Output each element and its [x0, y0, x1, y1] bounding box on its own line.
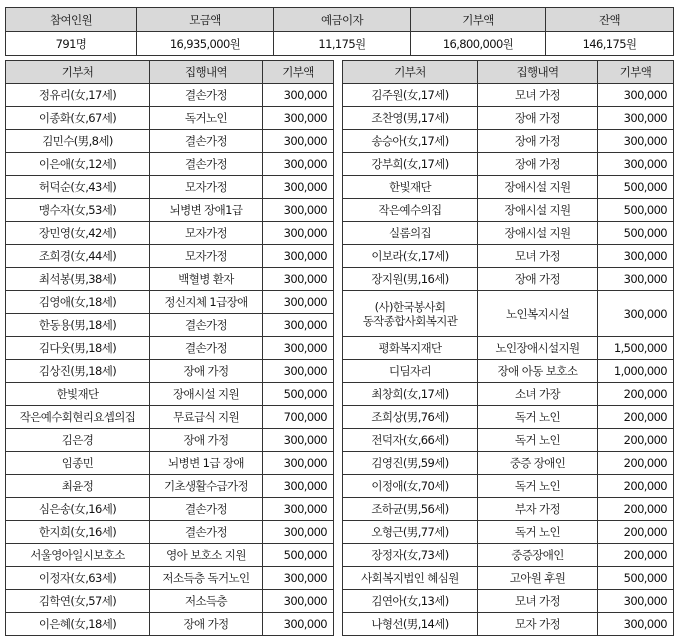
purpose-cell: 장애 가정 — [150, 360, 263, 383]
amount-cell: 500,000 — [598, 176, 674, 199]
purpose-cell: 독거 노인 — [478, 521, 598, 544]
purpose-cell: 장애시설 지원 — [478, 176, 598, 199]
donee-cell: 김다웃(男,18세) — [6, 337, 150, 360]
purpose-cell: 결손가정 — [150, 498, 263, 521]
table-row — [6, 429, 334, 452]
table-row — [6, 383, 334, 406]
donee-cell: 이종화(女,67세) — [6, 107, 150, 130]
purpose-cell: 고아원 후원 — [478, 567, 598, 590]
column-header: 기부액 — [598, 61, 674, 84]
table-row — [343, 84, 674, 107]
amount-cell: 300,000 — [263, 498, 334, 521]
amount-cell: 300,000 — [598, 245, 674, 268]
donee-cell: 나형선(男,14세) — [343, 613, 478, 636]
donee-cell: 최윤정 — [6, 475, 150, 498]
amount-cell: 300,000 — [263, 222, 334, 245]
table-row — [6, 590, 334, 613]
purpose-cell: 영아 보호소 지원 — [150, 544, 263, 567]
table-row — [343, 268, 674, 291]
donee-cell: 정유리(女,17세) — [6, 84, 150, 107]
amount-cell: 300,000 — [263, 475, 334, 498]
table-row — [343, 521, 674, 544]
purpose-cell: 결손가정 — [150, 153, 263, 176]
amount-cell: 200,000 — [598, 452, 674, 475]
donee-cell: 김주원(女,17세) — [343, 84, 478, 107]
donee-cell: 김학연(女,57세) — [6, 590, 150, 613]
table-row — [343, 544, 674, 567]
amount-cell: 300,000 — [263, 360, 334, 383]
donee-cell: 장민영(女,42세) — [6, 222, 150, 245]
table-row — [343, 498, 674, 521]
table-row — [6, 245, 334, 268]
amount-cell: 300,000 — [263, 268, 334, 291]
donee-cell: 허덕순(女,43세) — [6, 176, 150, 199]
donee-cell: 한빛재단 — [343, 176, 478, 199]
summary-header-cell: 잔액 — [546, 8, 674, 32]
amount-cell: 300,000 — [263, 613, 334, 636]
amount-cell: 300,000 — [263, 130, 334, 153]
purpose-cell: 장애시설 지원 — [478, 199, 598, 222]
table-row — [6, 475, 334, 498]
table-row — [343, 337, 674, 360]
donee-cell: 김영애(女,18세) — [6, 291, 150, 314]
amount-cell: 200,000 — [598, 383, 674, 406]
amount-cell: 500,000 — [598, 199, 674, 222]
column-header: 기부처 — [343, 61, 478, 84]
donee-cell: 작은예수회현리요셉의집 — [6, 406, 150, 429]
amount-cell: 500,000 — [263, 544, 334, 567]
purpose-cell: 장애 아동 보호소 — [478, 360, 598, 383]
table-row — [6, 406, 334, 429]
purpose-cell: 모자 가정 — [478, 613, 598, 636]
table-row — [6, 360, 334, 383]
column-header: 기부처 — [6, 61, 150, 84]
donee-cell: (사)한국봉사회 동작종합사회복지관 — [343, 291, 478, 337]
table-row — [6, 153, 334, 176]
amount-cell: 300,000 — [263, 429, 334, 452]
amount-cell: 300,000 — [598, 107, 674, 130]
amount-cell: 200,000 — [598, 475, 674, 498]
purpose-cell: 노인장애시설지원 — [478, 337, 598, 360]
table-row — [343, 199, 674, 222]
purpose-cell: 저소득층 — [150, 590, 263, 613]
amount-cell: 300,000 — [598, 268, 674, 291]
donee-cell: 강부희(女,17세) — [343, 153, 478, 176]
donee-cell: 디딤자리 — [343, 360, 478, 383]
table-row — [343, 130, 674, 153]
purpose-cell: 부자 가정 — [478, 498, 598, 521]
table-row — [6, 176, 334, 199]
table-row — [343, 291, 674, 337]
amount-cell: 700,000 — [263, 406, 334, 429]
summary-values-row — [6, 32, 674, 56]
table-row — [343, 429, 674, 452]
donee-cell: 이보라(女,17세) — [343, 245, 478, 268]
table-row — [343, 590, 674, 613]
summary-value-cell: 16,935,000원 — [137, 32, 274, 56]
purpose-cell: 장애 가정 — [150, 429, 263, 452]
amount-cell: 300,000 — [263, 199, 334, 222]
purpose-cell: 장애 가정 — [478, 153, 598, 176]
donee-cell: 조하균(男,56세) — [343, 498, 478, 521]
summary-value-cell: 11,175원 — [274, 32, 411, 56]
purpose-cell: 독거 노인 — [478, 429, 598, 452]
table-row — [6, 268, 334, 291]
purpose-cell: 저소득층 독거노인 — [150, 567, 263, 590]
purpose-cell: 모녀 가정 — [478, 84, 598, 107]
purpose-cell: 장애 가정 — [478, 107, 598, 130]
amount-cell: 300,000 — [598, 84, 674, 107]
purpose-cell: 모녀 가정 — [478, 245, 598, 268]
donee-cell: 전덕자(女,66세) — [343, 429, 478, 452]
purpose-cell: 결손가정 — [150, 521, 263, 544]
amount-cell: 300,000 — [263, 452, 334, 475]
donee-cell: 맹수자(女,53세) — [6, 199, 150, 222]
purpose-cell: 모자가정 — [150, 222, 263, 245]
purpose-cell: 모녀 가정 — [478, 590, 598, 613]
purpose-cell: 백혈병 환자 — [150, 268, 263, 291]
table-row — [343, 360, 674, 383]
donee-cell: 김상진(男,18세) — [6, 360, 150, 383]
purpose-cell: 장애 가정 — [150, 613, 263, 636]
donee-cell: 심은송(女,16세) — [6, 498, 150, 521]
donee-cell: 김은경 — [6, 429, 150, 452]
table-row — [6, 130, 334, 153]
amount-cell: 300,000 — [598, 130, 674, 153]
amount-cell: 300,000 — [263, 567, 334, 590]
donee-cell: 이정애(女,70세) — [343, 475, 478, 498]
purpose-cell: 기초생활수급가정 — [150, 475, 263, 498]
donee-cell: 최창희(女,17세) — [343, 383, 478, 406]
donee-cell: 조희상(男,76세) — [343, 406, 478, 429]
amount-cell: 300,000 — [263, 84, 334, 107]
amount-cell: 200,000 — [598, 406, 674, 429]
summary-header-cell: 예금이자 — [274, 8, 411, 32]
table-row — [6, 337, 334, 360]
donee-cell: 장지원(男,16세) — [343, 268, 478, 291]
table-row — [343, 567, 674, 590]
column-header: 기부액 — [263, 61, 334, 84]
donee-cell: 한빛재단 — [6, 383, 150, 406]
amount-cell: 300,000 — [263, 176, 334, 199]
table-row — [6, 222, 334, 245]
table-row — [6, 107, 334, 130]
donee-cell: 조찬영(男,17세) — [343, 107, 478, 130]
donee-cell: 장정자(女,73세) — [343, 544, 478, 567]
amount-cell: 500,000 — [598, 222, 674, 245]
column-header: 집행내역 — [150, 61, 263, 84]
left-donation-table — [5, 60, 334, 636]
donee-cell: 송승아(女,17세) — [343, 130, 478, 153]
amount-cell: 200,000 — [598, 498, 674, 521]
table-row — [6, 291, 334, 314]
summary-header-cell: 참여인원 — [6, 8, 137, 32]
summary-value-cell: 16,800,000원 — [411, 32, 546, 56]
donee-cell: 작은예수의집 — [343, 199, 478, 222]
table-row — [6, 498, 334, 521]
donee-cell: 김연아(女,13세) — [343, 590, 478, 613]
left-header-row — [6, 61, 334, 84]
amount-cell: 300,000 — [263, 521, 334, 544]
donee-cell: 임종민 — [6, 452, 150, 475]
table-row — [343, 406, 674, 429]
purpose-cell: 독거 노인 — [478, 406, 598, 429]
amount-cell: 300,000 — [598, 590, 674, 613]
amount-cell: 300,000 — [598, 291, 674, 337]
table-row — [6, 84, 334, 107]
donee-cell: 이정자(女,63세) — [6, 567, 150, 590]
donee-cell: 오형근(男,77세) — [343, 521, 478, 544]
donee-cell: 이은애(女,12세) — [6, 153, 150, 176]
donee-cell: 조희경(女,44세) — [6, 245, 150, 268]
amount-cell: 200,000 — [598, 521, 674, 544]
donee-cell: 실롬의집 — [343, 222, 478, 245]
purpose-cell: 중증장애인 — [478, 544, 598, 567]
amount-cell: 200,000 — [598, 429, 674, 452]
purpose-cell: 결손가정 — [150, 314, 263, 337]
purpose-cell: 독거노인 — [150, 107, 263, 130]
donee-cell: 최석봉(男,38세) — [6, 268, 150, 291]
table-row — [6, 521, 334, 544]
table-row — [6, 452, 334, 475]
purpose-cell: 정신지체 1급장애 — [150, 291, 263, 314]
summary-header-cell: 기부액 — [411, 8, 546, 32]
donee-cell: 김민수(男,8세) — [6, 130, 150, 153]
amount-cell: 300,000 — [263, 107, 334, 130]
donee-cell: 이은혜(女,18세) — [6, 613, 150, 636]
summary-header-cell: 모금액 — [137, 8, 274, 32]
table-row — [343, 176, 674, 199]
purpose-cell: 노인복지시설 — [478, 291, 598, 337]
table-row — [343, 107, 674, 130]
summary-value-cell: 146,175원 — [546, 32, 674, 56]
table-row — [343, 153, 674, 176]
purpose-cell: 소녀 가장 — [478, 383, 598, 406]
purpose-cell: 장애 가정 — [478, 268, 598, 291]
donee-cell: 김영진(男,59세) — [343, 452, 478, 475]
amount-cell: 300,000 — [263, 314, 334, 337]
right-header-row — [343, 61, 674, 84]
table-row — [343, 245, 674, 268]
purpose-cell: 무료급식 지원 — [150, 406, 263, 429]
table-row — [343, 613, 674, 636]
right-donation-table — [342, 60, 674, 636]
donee-cell: 한동용(男,18세) — [6, 314, 150, 337]
purpose-cell: 결손가정 — [150, 130, 263, 153]
amount-cell: 200,000 — [598, 544, 674, 567]
table-row — [6, 613, 334, 636]
amount-cell: 300,000 — [598, 613, 674, 636]
donee-cell: 서울영아일시보호소 — [6, 544, 150, 567]
amount-cell: 300,000 — [263, 337, 334, 360]
amount-cell: 1,000,000 — [598, 360, 674, 383]
amount-cell: 500,000 — [598, 567, 674, 590]
purpose-cell: 모자가정 — [150, 176, 263, 199]
table-row — [343, 452, 674, 475]
table-row — [343, 222, 674, 245]
amount-cell: 300,000 — [598, 153, 674, 176]
table-row — [6, 567, 334, 590]
purpose-cell: 장애 가정 — [478, 130, 598, 153]
table-row — [6, 544, 334, 567]
amount-cell: 300,000 — [263, 590, 334, 613]
purpose-cell: 결손가정 — [150, 84, 263, 107]
donee-cell: 사회복지법인 혜심원 — [343, 567, 478, 590]
purpose-cell: 독거 노인 — [478, 475, 598, 498]
purpose-cell: 결손가정 — [150, 337, 263, 360]
table-row — [343, 475, 674, 498]
donee-cell: 평화복지재단 — [343, 337, 478, 360]
table-row — [6, 199, 334, 222]
purpose-cell: 뇌병변 장애1급 — [150, 199, 263, 222]
summary-table — [5, 7, 674, 56]
purpose-cell: 장애시설 지원 — [478, 222, 598, 245]
summary-value-cell: 791명 — [6, 32, 137, 56]
donee-cell: 한지희(女,16세) — [6, 521, 150, 544]
summary-header-row — [6, 8, 674, 32]
amount-cell: 1,500,000 — [598, 337, 674, 360]
amount-cell: 500,000 — [263, 383, 334, 406]
purpose-cell: 장애시설 지원 — [150, 383, 263, 406]
purpose-cell: 모자가정 — [150, 245, 263, 268]
amount-cell: 300,000 — [263, 291, 334, 314]
table-row — [343, 383, 674, 406]
column-header: 집행내역 — [478, 61, 598, 84]
amount-cell: 300,000 — [263, 245, 334, 268]
amount-cell: 300,000 — [263, 153, 334, 176]
purpose-cell: 중증 장애인 — [478, 452, 598, 475]
table-row — [6, 314, 334, 337]
purpose-cell: 뇌병변 1급 장애 — [150, 452, 263, 475]
